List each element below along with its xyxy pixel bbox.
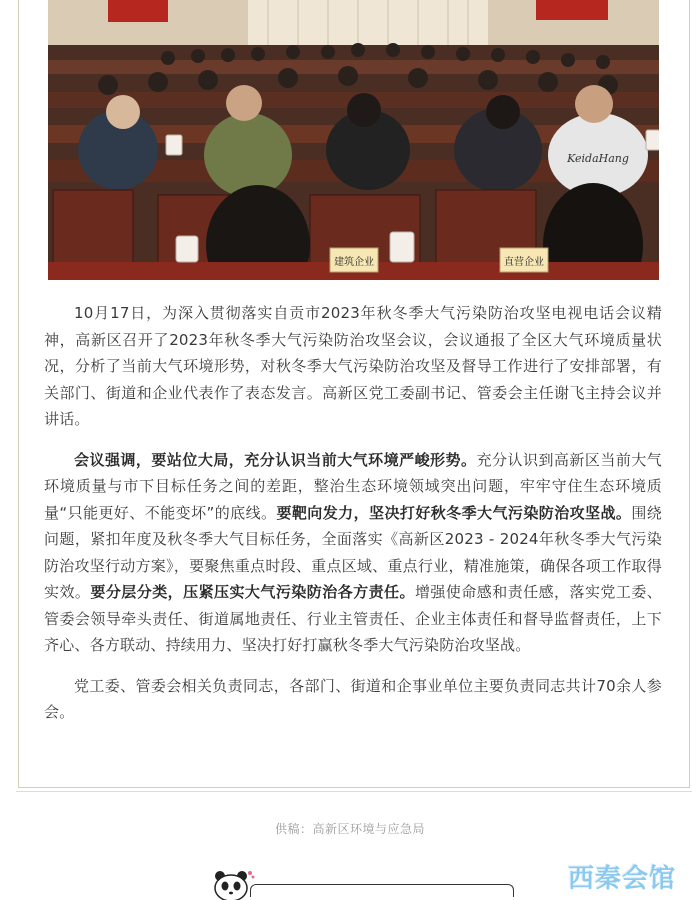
panda-divider bbox=[250, 884, 514, 897]
emphasis-3: 要分层分类，压紧压实大气污染防治各方责任。 bbox=[90, 583, 415, 601]
nameplate-left-text: 建筑企业 bbox=[334, 257, 374, 268]
paragraph-intro: 10月17日，为深入贯彻落实自贡市2023年秋冬季大气污染防治攻坚电视电话会议精神，高新区召开了2023年秋冬季大气污染防治攻坚会议，会议通报了全区大气环境质量状况，分析了当前大气环境形势，对秋冬季大气污染防治攻坚及督导工作进行了安排部署，有关部门、街道和企业代表作了表态发言。高新区党工委副书记、管委会主任谢飞主持会议并讲话。 bbox=[44, 304, 662, 428]
emphasis-2: 要靶向发力，坚决打好秋冬季大气污染防治攻坚战。 bbox=[276, 503, 632, 522]
paragraph-attendees: 党工委、管委会相关负责同志，各部门、街道和企事业单位主要负责同志共计70余人参会。 bbox=[44, 676, 662, 721]
watermark-logo: 西秦会馆 bbox=[568, 864, 677, 894]
frame-bottom-shadow bbox=[16, 788, 692, 792]
paragraph-text-1: 充分认识到高新区当前大气环境质量与市下目标任务之间的差距，整治生态环境领域突出问题，牢牢守住生态环境质量“只能更好、不能变坏”的底线。 bbox=[44, 450, 663, 522]
source-credit: 供稿：高新区环境与应急局 bbox=[274, 822, 425, 836]
article-body bbox=[44, 300, 662, 740]
paragraph-meeting-emphasis bbox=[44, 447, 662, 659]
nameplate-right-text: 直营企业 bbox=[504, 257, 544, 268]
paragraph-text-3: 增强使命感和责任感，落实党工委、管委会领导牵头责任、街道属地责任、行业主管责任、企业主体责任和督导监督责任，上下齐心、各方联动、持续用力、坚决打好打赢秋冬季大气污染防治攻坚战。 bbox=[44, 583, 662, 654]
shirt-logo-text: KeidaHang bbox=[567, 152, 629, 165]
meeting-photo bbox=[48, 0, 659, 280]
emphasis-1: 会议强调，要站位大局，充分认识当前大气环境严峻形势。 bbox=[74, 450, 477, 469]
paragraph-text-2: 围绕问题，紧扣年度及秋冬季大气目标任务，全面落实《高新区2023 - 2024年秋冬季大气污染防治攻坚行动方案》，要聚焦重点时段、重点区域、重点行业，精准施策，确保各项工作取得实效。 bbox=[44, 503, 662, 601]
